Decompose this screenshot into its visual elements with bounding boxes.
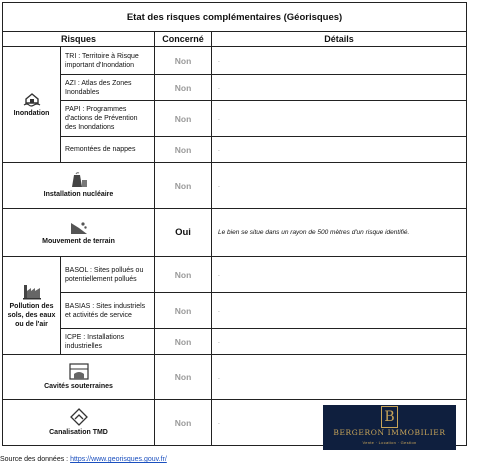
- factory-icon: [22, 283, 42, 300]
- source-label: Source des données :: [0, 456, 69, 463]
- details-value: .: [212, 400, 467, 446]
- logo-monogram: B: [381, 406, 398, 428]
- concerne-value: Non: [155, 47, 212, 75]
- category-canalisation: [3, 400, 155, 446]
- agency-logo: [323, 405, 456, 450]
- table-row: [3, 293, 467, 329]
- category-label: Installation nucléaire: [43, 191, 114, 198]
- table-title: Etat des risques complémentaires (Géorisques): [3, 3, 467, 32]
- flood-house-icon: [23, 91, 41, 107]
- pipeline-warning-icon: [70, 408, 88, 426]
- category-cavites: [3, 355, 155, 400]
- source-note: [0, 456, 167, 463]
- cavity-icon: [69, 363, 89, 380]
- concerne-value: Non: [155, 293, 212, 329]
- concerne-value: Non: [155, 355, 212, 400]
- risk-name: AZI : Atlas des Zones Inondables: [61, 75, 155, 101]
- category-label: Pollution des sols, des eaux ou de l'air: [7, 302, 56, 328]
- details-value: .: [212, 101, 467, 137]
- table-row: [3, 257, 467, 293]
- table-row: [3, 101, 467, 137]
- risk-name: PAPI : Programmes d'actions de Prévention des Inondations: [61, 101, 155, 137]
- category-label: Canalisation TMD: [49, 429, 108, 436]
- table-row: [3, 355, 467, 400]
- details-value: .: [212, 47, 467, 75]
- table-row: [3, 209, 467, 257]
- category-label: Inondation: [13, 110, 50, 117]
- concerne-value: Non: [155, 257, 212, 293]
- concerne-value: Non: [155, 137, 212, 163]
- category-label: Mouvement de terrain: [42, 238, 115, 245]
- details-value: .: [212, 137, 467, 163]
- details-value: .: [212, 355, 467, 400]
- concerne-value: Oui: [155, 209, 212, 257]
- landslide-icon: [69, 219, 89, 235]
- logo-name: BERGERON IMMOBILIER: [333, 428, 446, 437]
- category-label: Cavités souterraines: [44, 383, 113, 390]
- concerne-value: Non: [155, 101, 212, 137]
- table-row: [3, 47, 467, 75]
- risk-name: TRI : Territoire à Risque important d'Inondation: [61, 47, 155, 75]
- risk-name: Remontées de nappes: [61, 137, 155, 163]
- category-nucleaire: [3, 163, 155, 209]
- table-row: [3, 75, 467, 101]
- nuclear-plant-icon: [69, 172, 89, 188]
- concerne-value: Non: [155, 400, 212, 446]
- source-link[interactable]: https://www.georisques.gouv.fr/: [70, 456, 167, 463]
- category-pollution: [3, 257, 61, 355]
- header-concerne: Concerné: [155, 32, 212, 47]
- details-value: .: [212, 257, 467, 293]
- table-row: [3, 163, 467, 209]
- table-row: [3, 137, 467, 163]
- risk-name: BASIAS : Sites industriels et activités de service: [61, 293, 155, 329]
- table-row: [3, 329, 467, 355]
- risk-name: BASOL : Sites pollués ou potentiellement pollués: [61, 257, 155, 293]
- details-value: Le bien se situe dans un rayon de 500 mètres d'un risque identifié.: [212, 209, 467, 257]
- logo-tagline: Vente · Location · Gestion: [362, 440, 417, 445]
- header-risques: Risques: [3, 32, 155, 47]
- concerne-value: Non: [155, 329, 212, 355]
- concerne-value: Non: [155, 163, 212, 209]
- concerne-value: Non: [155, 75, 212, 101]
- details-value: .: [212, 163, 467, 209]
- details-value: .: [212, 293, 467, 329]
- category-terrain: [3, 209, 155, 257]
- category-inondation: [3, 47, 61, 163]
- risk-name: ICPE : Installations industrielles: [61, 329, 155, 355]
- details-value: .: [212, 329, 467, 355]
- risk-table: [2, 2, 467, 446]
- details-value: .: [212, 75, 467, 101]
- header-details: Détails: [212, 32, 467, 47]
